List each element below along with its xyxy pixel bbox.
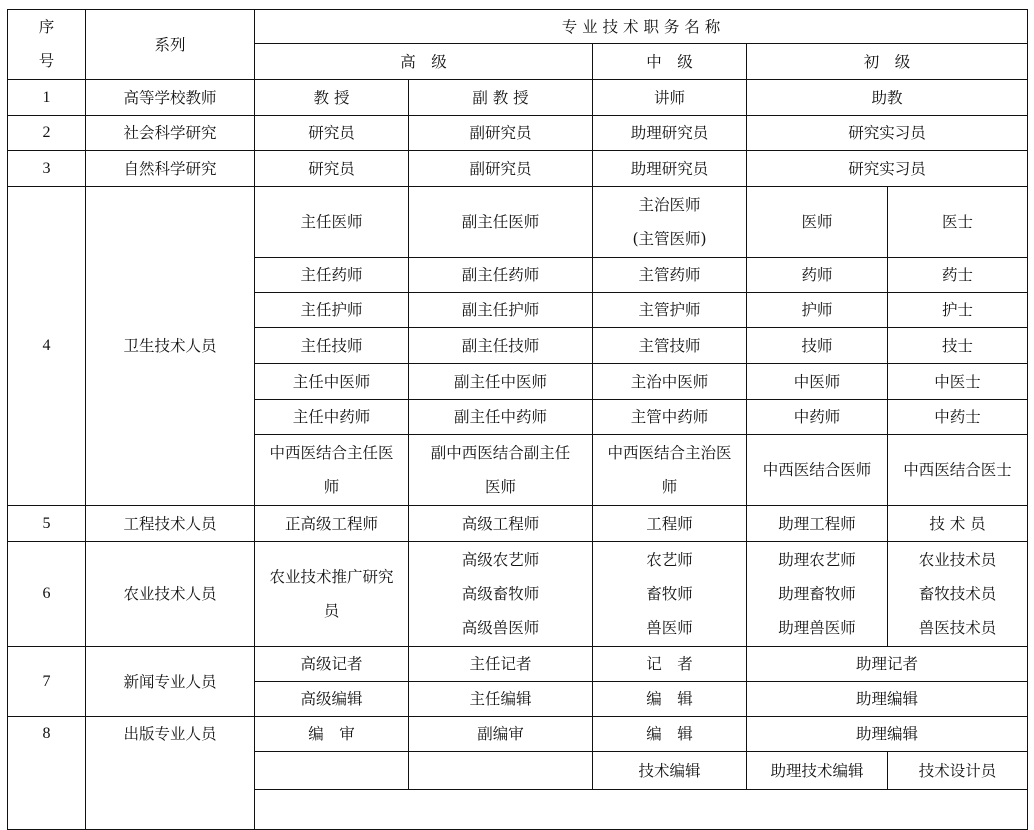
title-middle: 助理研究员 xyxy=(592,115,747,151)
title-associate: 副主任中医师 xyxy=(408,363,593,400)
series-name: 工程技术人员 xyxy=(85,505,255,542)
header-middle: 中 级 xyxy=(592,43,747,80)
title-middle: 主治医师 (主管医师) xyxy=(592,186,747,258)
title-junior: 中西医结合医师 xyxy=(746,434,888,506)
title-senior: 主任护师 xyxy=(254,292,409,328)
title-senior: 编 审 xyxy=(254,716,409,752)
title-junior-2: 中西医结合医士 xyxy=(887,434,1028,506)
title-junior-2: 农业技术员 畜牧技术员 兽医技术员 xyxy=(887,541,1028,647)
title-junior: 助理技术编辑 xyxy=(746,751,888,790)
title-senior: 研究员 xyxy=(254,115,409,151)
title-associate: 副主任医师 xyxy=(408,186,593,258)
title-middle: 记 者 xyxy=(592,646,747,682)
empty-cell xyxy=(254,751,409,790)
series-name: 农业技术人员 xyxy=(85,541,255,647)
empty-row xyxy=(254,789,1028,830)
title-senior: 教 授 xyxy=(254,79,409,116)
title-junior: 医师 xyxy=(746,186,888,258)
title-associate: 主任编辑 xyxy=(408,681,593,717)
row-number: 7 xyxy=(7,646,86,717)
series-name: 卫生技术人员 xyxy=(85,186,255,506)
title-associate: 副研究员 xyxy=(408,115,593,151)
title-junior-2: 中药士 xyxy=(887,399,1028,435)
title-senior: 高级编辑 xyxy=(254,681,409,717)
header-title: 专 业 技 术 职 务 名 称 xyxy=(254,9,1028,44)
title-senior: 主任技师 xyxy=(254,327,409,364)
title-junior: 护师 xyxy=(746,292,888,328)
title-junior: 助理农艺师 助理畜牧师 助理兽医师 xyxy=(746,541,888,647)
row-number: 1 xyxy=(7,79,86,116)
title-junior: 药师 xyxy=(746,257,888,293)
title-middle: 主管技师 xyxy=(592,327,747,364)
title-junior: 助理编辑 xyxy=(746,716,1028,752)
title-junior: 中药师 xyxy=(746,399,888,435)
title-middle: 农艺师 畜牧师 兽医师 xyxy=(592,541,747,647)
title-junior: 助理编辑 xyxy=(746,681,1028,717)
title-associate: 副主任护师 xyxy=(408,292,593,328)
title-junior: 助理工程师 xyxy=(746,505,888,542)
title-senior: 高级记者 xyxy=(254,646,409,682)
title-associate: 副研究员 xyxy=(408,150,593,187)
row-number: 3 xyxy=(7,150,86,187)
title-junior-2: 中医士 xyxy=(887,363,1028,400)
title-middle: 主管护师 xyxy=(592,292,747,328)
title-associate: 副主任药师 xyxy=(408,257,593,293)
title-associate: 副主任技师 xyxy=(408,327,593,364)
title-associate: 副主任中药师 xyxy=(408,399,593,435)
title-middle: 技术编辑 xyxy=(592,751,747,790)
title-senior: 主任药师 xyxy=(254,257,409,293)
series-name: 出版专业人员 xyxy=(85,716,255,830)
row-number: 6 xyxy=(7,541,86,647)
title-junior-2: 技士 xyxy=(887,327,1028,364)
title-senior: 中西医结合主任医 师 xyxy=(254,434,409,506)
title-middle: 编 辑 xyxy=(592,681,747,717)
title-junior: 助教 xyxy=(746,79,1028,116)
title-associate: 高级农艺师 高级畜牧师 高级兽医师 xyxy=(408,541,593,647)
header-seq: 序 号 xyxy=(7,9,86,80)
title-middle: 编 辑 xyxy=(592,716,747,752)
header-junior: 初 级 xyxy=(746,43,1028,80)
title-middle: 主管中药师 xyxy=(592,399,747,435)
title-junior: 助理记者 xyxy=(746,646,1028,682)
title-junior-2: 医士 xyxy=(887,186,1028,258)
title-senior: 主任中药师 xyxy=(254,399,409,435)
series-name: 高等学校教师 xyxy=(85,79,255,116)
header-series: 系列 xyxy=(85,9,255,80)
title-middle: 讲师 xyxy=(592,79,747,116)
empty-cell xyxy=(408,751,593,790)
title-middle: 工程师 xyxy=(592,505,747,542)
title-middle: 助理研究员 xyxy=(592,150,747,187)
series-name: 社会科学研究 xyxy=(85,115,255,151)
title-associate: 主任记者 xyxy=(408,646,593,682)
row-number: 4 xyxy=(7,186,86,506)
title-junior: 研究实习员 xyxy=(746,115,1028,151)
row-number: 5 xyxy=(7,505,86,542)
title-junior-2: 药士 xyxy=(887,257,1028,293)
title-junior: 技师 xyxy=(746,327,888,364)
series-name: 自然科学研究 xyxy=(85,150,255,187)
title-middle: 主治中医师 xyxy=(592,363,747,400)
title-junior-2: 护士 xyxy=(887,292,1028,328)
title-senior: 农业技术推广研究 员 xyxy=(254,541,409,647)
title-junior-2: 技术设计员 xyxy=(887,751,1028,790)
title-associate: 副编审 xyxy=(408,716,593,752)
title-middle: 中西医结合主治医 师 xyxy=(592,434,747,506)
title-associate: 高级工程师 xyxy=(408,505,593,542)
row-number: 8 xyxy=(7,716,86,830)
series-name: 新闻专业人员 xyxy=(85,646,255,717)
title-senior: 正高级工程师 xyxy=(254,505,409,542)
title-associate: 副中西医结合副主任 医师 xyxy=(408,434,593,506)
row-number: 2 xyxy=(7,115,86,151)
title-junior-2: 技 术 员 xyxy=(887,505,1028,542)
title-senior: 主任医师 xyxy=(254,186,409,258)
title-senior: 研究员 xyxy=(254,150,409,187)
title-senior: 主任中医师 xyxy=(254,363,409,400)
title-junior: 中医师 xyxy=(746,363,888,400)
title-associate: 副 教 授 xyxy=(408,79,593,116)
header-senior: 高 级 xyxy=(254,43,593,80)
title-middle: 主管药师 xyxy=(592,257,747,293)
title-junior: 研究实习员 xyxy=(746,150,1028,187)
